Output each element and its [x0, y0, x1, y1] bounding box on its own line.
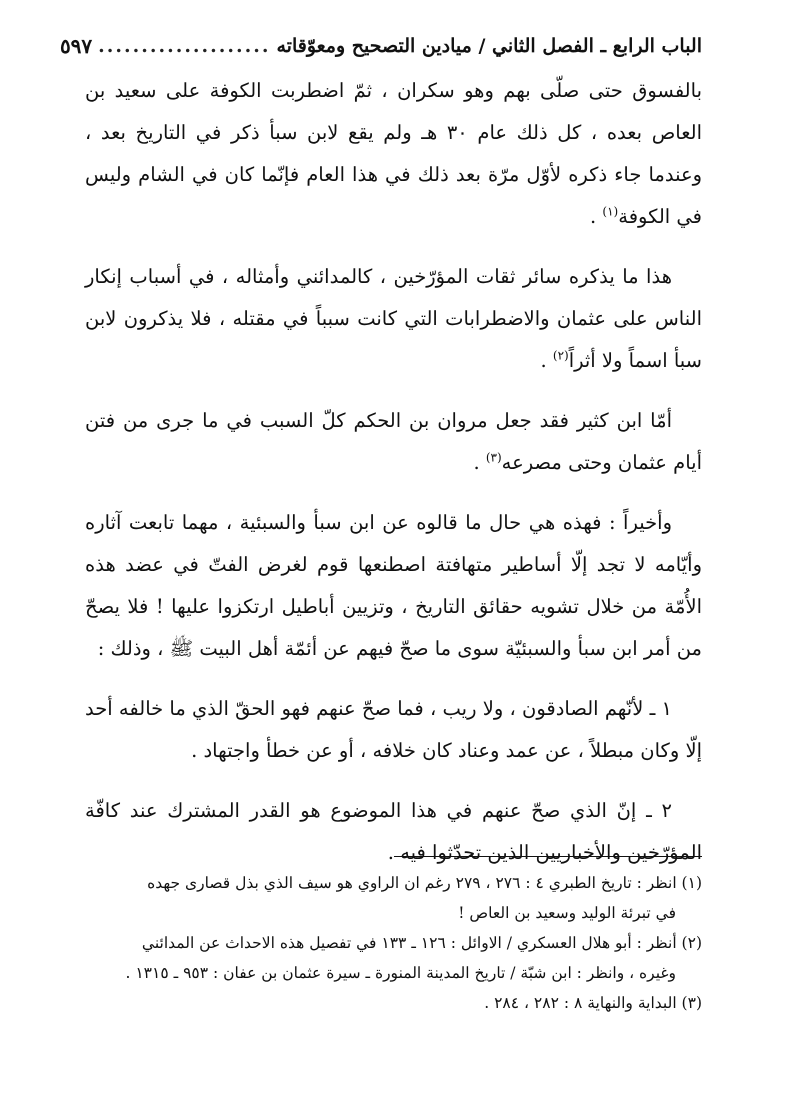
paragraph-text: أمّا ابن كثير فقد جعل مروان بن الحكم كلّ السبب في ما جرى من فتن أيام عثمان وحتى مصرعه	[85, 409, 702, 474]
page-number: ٥٩٧	[59, 34, 93, 58]
footnote-line: (٢) أنظر : أبو هلال العسكري / الاوائل : ١٢٦ ـ ١٣٣ في تفصيل هذه الاحداث عن المدائني	[141, 934, 702, 952]
leader-dots: ....................	[98, 35, 271, 57]
paragraph	[85, 256, 702, 382]
paragraph-tail: .	[473, 451, 480, 474]
paragraph-text: هذا ما يذكره سائر ثقات المؤرّخين ، كالمدائني وأمثاله ، في أسباب إنكار الناس على عثمان والاضطرابات التي كانت سبباً في مقتله ، فلا يذكرون لابن سبأ اسماً ولا أثراً	[85, 265, 702, 372]
running-title: الباب الرابع ـ الفصل الثاني / ميادين التصحيح ومعوّقاته	[276, 35, 702, 57]
paragraph-text: وأخيراً : فهذه هي حال ما قالوه عن ابن سبأ والسبئية ، مهما تابعت آثاره وأيّامه لا تجد إلّا أساطير متهافتة اصطنعها قوم لغرض الفتّ في عضد هذه الأُمّة من خلال تشويه حقائق التاريخ ، وتزيين أباطيل ارتكزوا عليها ! فلا يصحّ من أمر ابن سبأ والسبئيّة سوى ما صحّ فيهم عن أئمّة أهل البيت ﷺ ، وذلك :	[85, 511, 702, 660]
paragraph-tail: .	[590, 205, 597, 228]
footnote-continuation: وغيره ، وانظر : ابن شبّة / تاريخ المدينة المنورة ـ سيرة عثمان بن عفان : ٩٥٣ ـ ١٣١٥ .	[125, 964, 676, 982]
footnote-line: (٣) البداية والنهاية ٨ : ٢٨٢ ، ٢٨٤ .	[484, 994, 702, 1012]
paragraph	[85, 502, 702, 670]
paragraph	[85, 400, 702, 484]
footnote-marker: (١)	[602, 204, 619, 219]
footnotes	[85, 868, 702, 1018]
footnote-marker: (٢)	[552, 348, 569, 363]
footnote-line: (١) انظر : تاريخ الطبري ٤ : ٢٧٦ ، ٢٧٩ رغم ان الراوي هو سيف الذي بذل قصارى جهده	[147, 874, 702, 892]
page-header	[59, 28, 702, 64]
paragraph-tail: .	[540, 349, 547, 372]
footnote-divider	[394, 856, 702, 857]
paragraph-text: بالفسوق حتى صلّى بهم وهو سكران ، ثمّ اضطربت الكوفة على سعيد بن العاص بعده ، كل ذلك عام ٣٠ هـ ولم يقع لابن سبأ ذكر في التاريخ بعد ، وعندما جاء ذكره لأوّل مرّة بعد ذلك في هذا العام فإنّما كان في الشام وليس في الكوفة	[85, 79, 702, 228]
paragraph	[85, 688, 702, 772]
paragraph	[85, 70, 702, 238]
paragraph-text: ١ ـ لأنّهم الصادقون ، ولا ريب ، فما صحّ عنهم فهو الحقّ الذي ما خالفه أحد إلّا وكان مبطلاً ، عن عمد وعناد كان خلافه ، أو عن خطأ واجتهاد .	[85, 697, 702, 762]
footnote-continuation: في تبرئة الوليد وسعيد بن العاص !	[458, 904, 676, 922]
main-text	[85, 70, 702, 892]
footnote-marker: (٣)	[485, 450, 502, 465]
paragraph	[85, 790, 702, 874]
paragraph-text: ٢ ـ إنّ الذي صحّ عنهم في هذا الموضوع هو القدر المشترك عند كافّة المؤرّخين والأخباريين الذين تحدّثوا فيه .	[85, 799, 702, 864]
